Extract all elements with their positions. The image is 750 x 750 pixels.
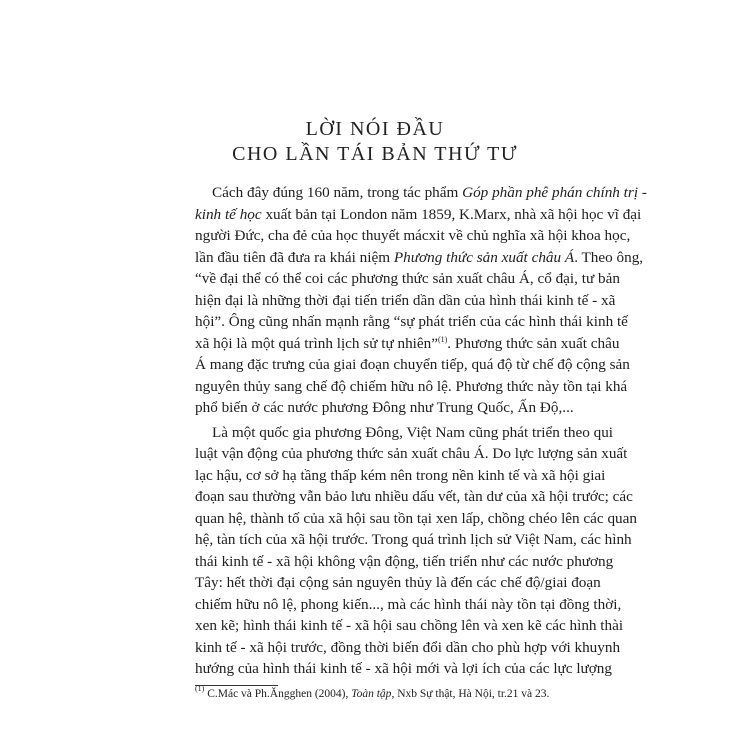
text-segment: hệ, tàn tích của xã hội trước. Trong quá trình lịch sử Việt Nam, các hình <box>195 531 632 548</box>
text-line <box>195 333 620 355</box>
text-segment: kinh tế - xã hội trước, đồng thời biến đổi dần cho phù hợp với khuynh <box>195 638 621 656</box>
body-text <box>195 182 647 683</box>
text-line <box>195 658 612 680</box>
text-line <box>195 268 620 290</box>
italic-text: Phương thức sản xuất châu Á <box>393 248 575 266</box>
text-segment: luật vận động của phương thức sản xuất châu Á. Do lực lượng sản xuất <box>195 445 628 462</box>
text-line <box>195 422 614 444</box>
text-line <box>195 594 622 616</box>
text-line <box>195 486 633 508</box>
text-line <box>195 290 616 312</box>
text-line <box>195 465 606 487</box>
italic-text: kinh tế học <box>195 205 262 223</box>
italic-text: Góp phần phê phán chính trị - <box>462 184 647 201</box>
paragraph <box>195 182 647 419</box>
text-line <box>195 551 614 573</box>
text-segment: hướng của hình thái kinh tế - xã hội mới và lợi ích của các lực lượng <box>195 660 612 677</box>
footnote-separator <box>195 685 278 686</box>
text-segment: nguyên thủy sang chế độ chiếm hữu nô lệ. Phương thức này tồn tại khá <box>195 377 628 395</box>
text-line <box>195 572 601 594</box>
text-line <box>195 182 647 204</box>
text-segment: Tây: hết thời đại cộng sản nguyên thủy là đến các chế độ/giai đoạn <box>195 574 601 591</box>
text-line <box>195 376 628 398</box>
text-segment: . Theo ông, <box>574 248 644 266</box>
text-segment: hội”. Ông cũng nhấn mạnh rằng “sự phát triển của các hình thái kinh tế <box>195 313 628 330</box>
chapter-title-line-1: LỜI NÓI ĐẦU <box>305 118 445 140</box>
text-segment: Cách đây đúng 160 năm, trong tác phẩm <box>212 184 463 201</box>
footnote-book-title: Toàn tập <box>351 688 392 700</box>
footnote-marker: (1) <box>195 684 205 693</box>
text-line <box>195 311 628 333</box>
text-segment: thái kinh tế - xã hội không vận động, tiến triển như các nước phương <box>195 552 614 570</box>
text-line <box>195 354 630 376</box>
text-segment: chiếm hữu nô lệ, phong kiến..., mà các hình thái này tồn tại đồng thời, <box>195 595 622 613</box>
text-line <box>195 204 642 226</box>
text-segment: “về đại thể có thể coi các phương thức sản xuất châu Á, cổ đại, tư bản <box>195 270 620 287</box>
text-segment: lạc hậu, cơ sở hạ tầng thấp kém nên trong nền kinh tế và xã hội giai <box>195 466 606 484</box>
footnote <box>195 684 550 700</box>
text-segment: xuất bản tại London năm 1859, K.Marx, nhà xã hội học vĩ đại <box>261 205 642 223</box>
text-line <box>195 247 644 269</box>
text-segment: phổ biến ở các nước phương Đông như Trung Quốc, Ấn Độ,... <box>195 399 574 416</box>
text-segment: quan hệ, thành tố của xã hội sau tồn tại xen lấp, chồng chéo lên các quan <box>195 509 637 527</box>
footnote-reference: (1) <box>437 334 448 344</box>
text-segment: . Phương thức sản xuất châu <box>447 334 620 352</box>
text-segment: đoạn sau thường vẫn bảo lưu nhiều dấu vết, tàn dư của xã hội trước; các <box>195 488 633 505</box>
text-line <box>195 443 628 465</box>
text-line <box>195 637 621 659</box>
text-line <box>195 529 632 551</box>
text-line <box>195 615 624 637</box>
chapter-title-line-2: CHO LẦN TÁI BẢN THỨ TƯ <box>232 143 518 165</box>
text-segment: xã hội là một quá trình lịch sử tự nhiên” <box>195 334 438 352</box>
footnote-publisher: , Nxb Sự thật, Hà Nội, tr.21 và 23. <box>391 688 550 700</box>
text-line <box>195 397 574 419</box>
text-segment: người Đức, cha đẻ của học thuyết mácxit về chủ nghĩa xã hội khoa học, <box>195 227 631 244</box>
text-segment: hiện đại là những thời đại tiến triển dần dần của hình thái kinh tế - xã <box>195 291 616 309</box>
text-segment: xen kẽ; hình thái kinh tế - xã hội sau chồng lên và xen kẽ các hình thài <box>195 617 624 634</box>
text-line <box>195 225 631 247</box>
text-segment: lần đầu tiên đã đưa ra khái niệm <box>195 248 394 266</box>
text-segment: Là một quốc gia phương Đông, Việt Nam cũng phát triển theo qui <box>212 423 614 441</box>
text-line <box>195 508 637 530</box>
paragraph <box>195 422 637 680</box>
text-segment: Á mang đặc trưng của giai đoạn chuyển tiếp, quá độ từ chế độ cộng sản <box>195 356 630 373</box>
footnote-text: C.Mác và Ph.Ăngghen (2004), <box>204 688 352 700</box>
